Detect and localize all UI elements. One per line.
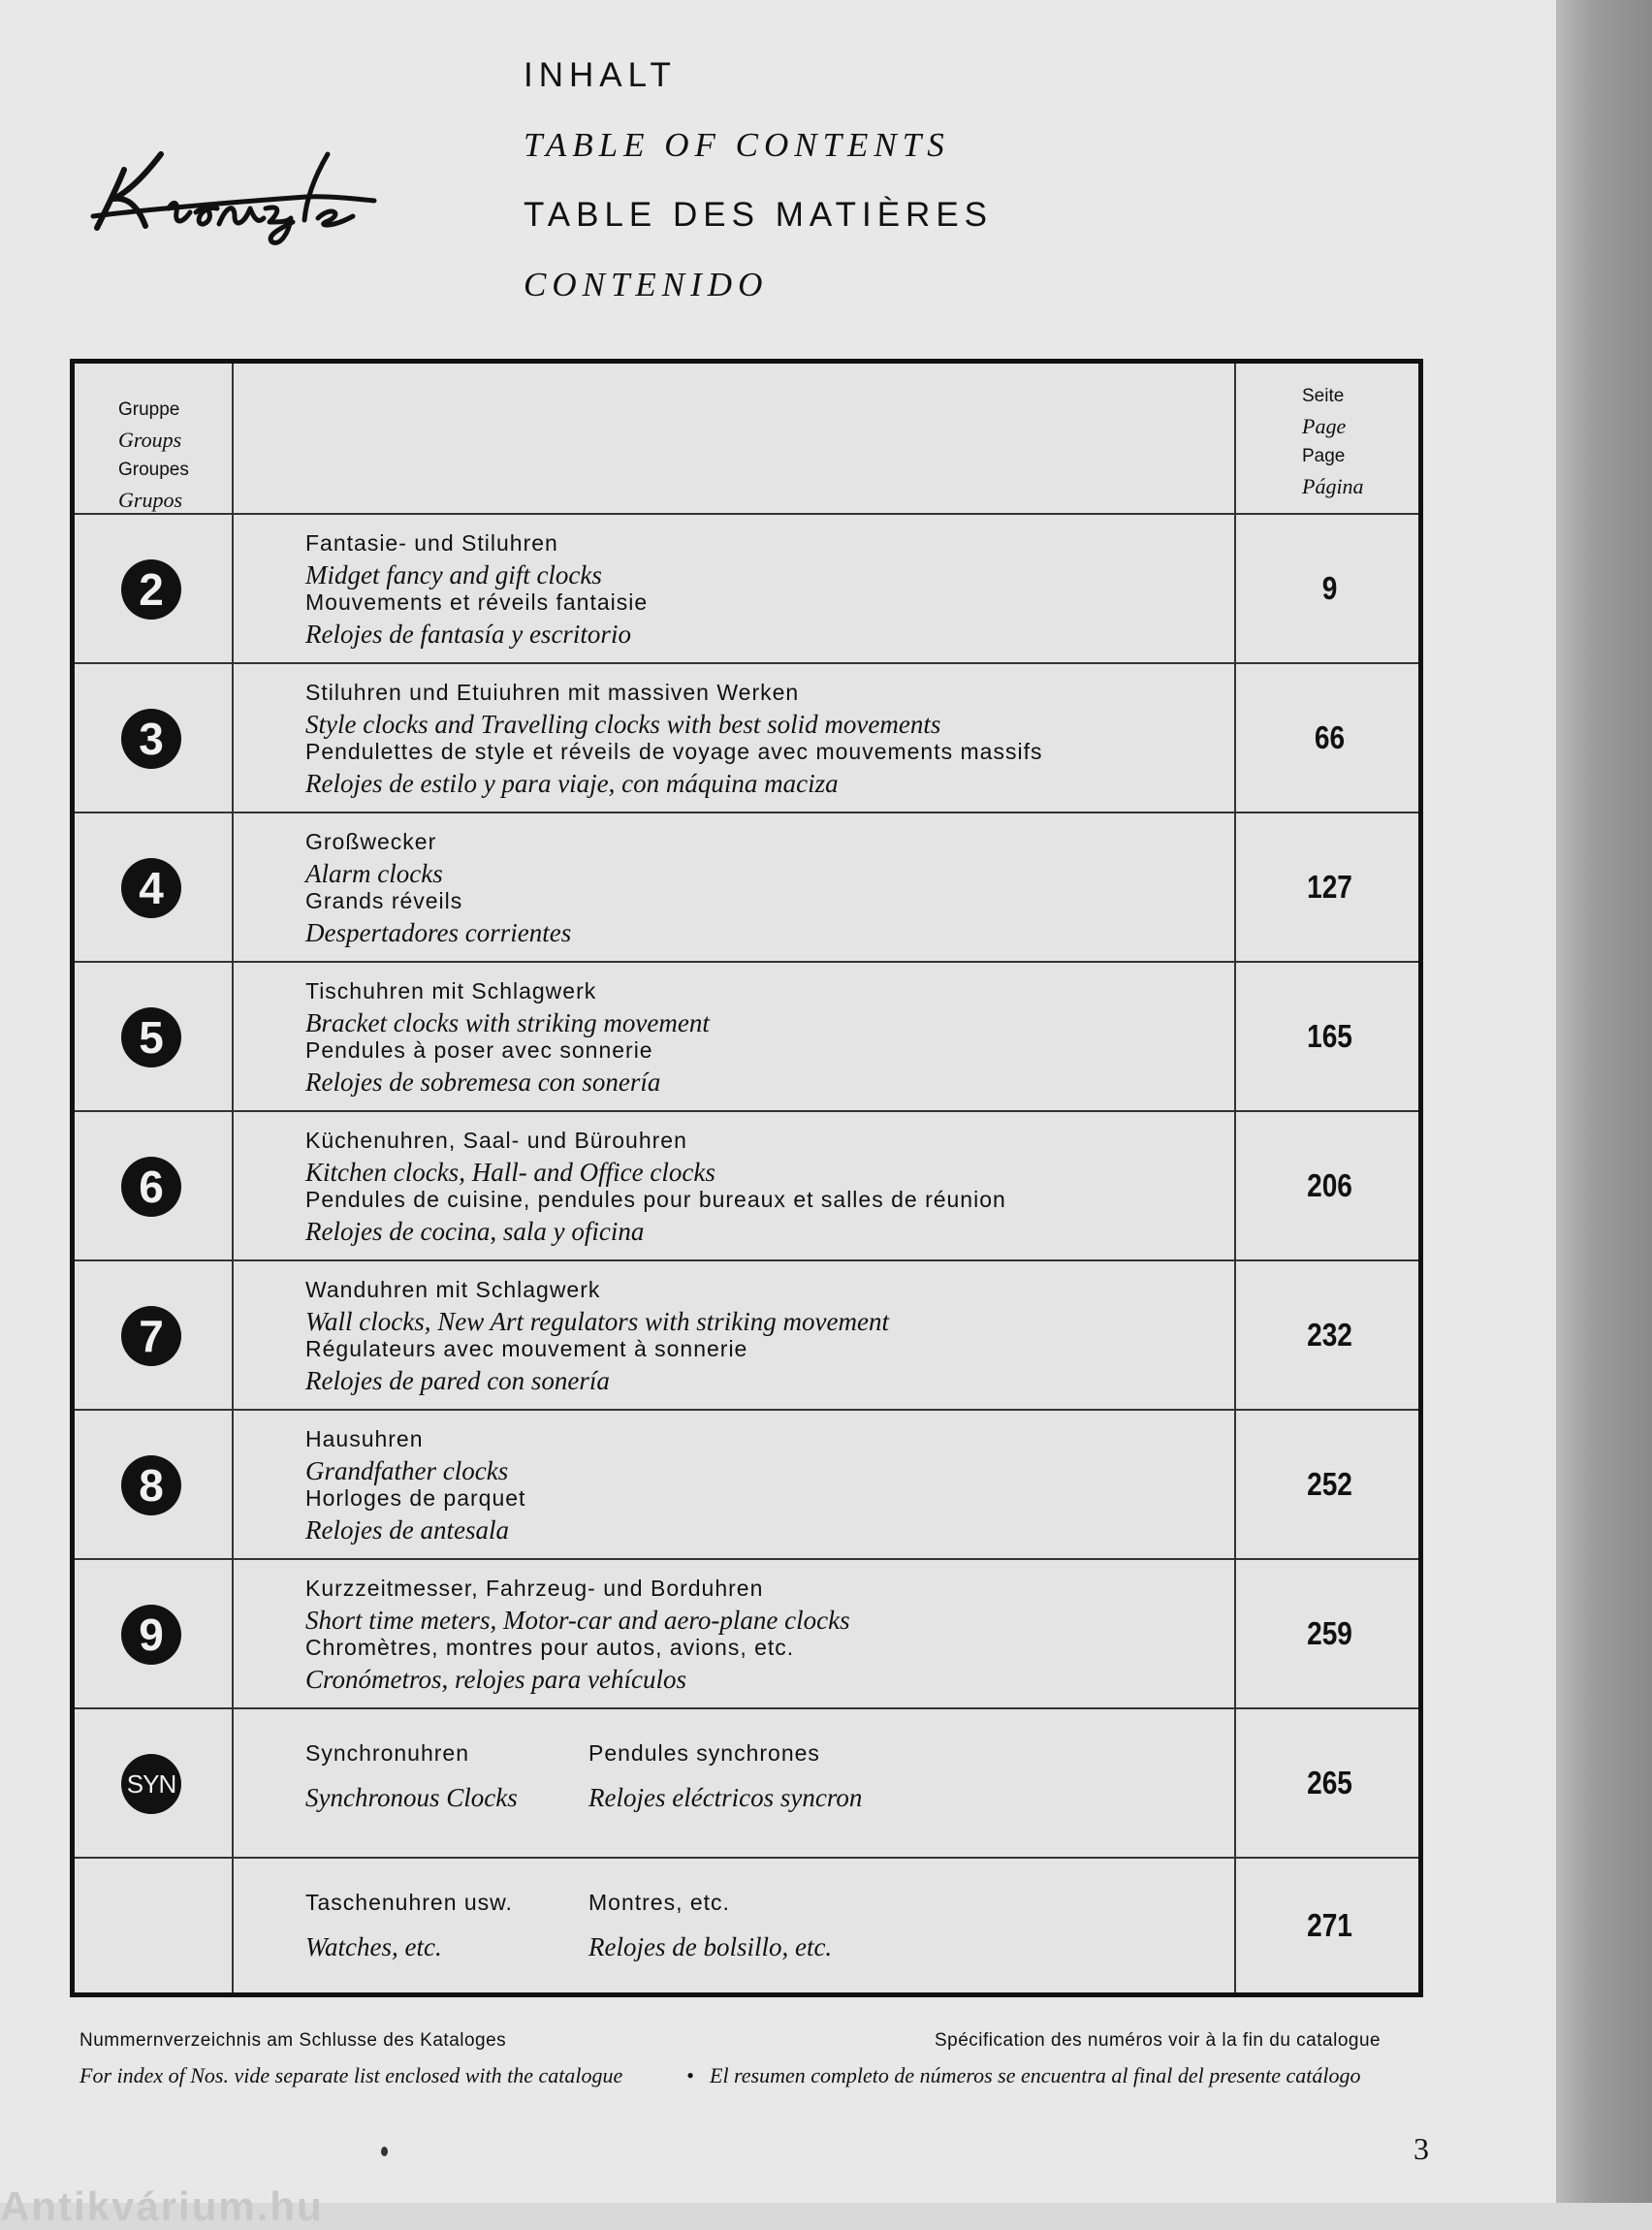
row-description-left: Synchronuhren Synchronous Clocks <box>305 1740 518 1812</box>
footer-note-es: El resumen completo de números se encuentra al final del presente catálogo <box>710 2063 1361 2087</box>
row-description: Fantasie- und Stiluhren Midget fancy and gift clocks Mouvements et réveils fantaisie Relojes de fantasía y escritorio <box>305 530 649 649</box>
group-number-badge: 9 <box>121 1605 181 1665</box>
watermark: Antikvárium.hu <box>0 2183 324 2229</box>
table-row <box>75 813 1418 963</box>
page-number-cell: 252 <box>1307 1466 1352 1502</box>
page-number: 3 <box>1414 2131 1429 2166</box>
page-number-cell: 9 <box>1321 570 1338 606</box>
table-row <box>75 1112 1418 1261</box>
table-row <box>75 1709 1418 1859</box>
title-de: INHALT <box>524 56 677 94</box>
row-description-right: Montres, etc. Relojes de bolsillo, etc. <box>588 1890 833 1961</box>
table-row <box>75 664 1418 813</box>
group-number-badge: 5 <box>121 1007 181 1067</box>
group-syn-badge: SYN <box>121 1754 181 1814</box>
row-description: Stiluhren und Etuiuhren mit massiven Werken Style clocks and Travelling clocks with best solid movements Pendulettes de style et réveils de voyage avec mouvements massifs Relojes de estilo y para viaje, con máquina maciza <box>305 680 1043 798</box>
row-description: Wanduhren mit Schlagwerk Wall clocks, New Art regulators with striking movement Régulateurs avec mouvement à sonnerie Relojes de pared con sonería <box>305 1277 889 1395</box>
title-es: CONTENIDO <box>524 266 769 303</box>
row-description-left: Taschenuhren usw. Watches, etc. <box>305 1890 513 1961</box>
footer-separator: • <box>686 2063 694 2087</box>
table-row <box>75 1411 1418 1560</box>
group-number-badge: 4 <box>121 858 181 918</box>
row-description: Tischuhren mit Schlagwerk Bracket clocks with striking movement Pendules à poser avec sonnerie Relojes de sobremesa con sonería <box>305 978 710 1097</box>
groups-header: Gruppe Groups Groupes Grupos <box>118 399 189 512</box>
group-number-badge: 8 <box>121 1455 181 1515</box>
page-number-cell: 232 <box>1307 1317 1352 1353</box>
print-mark <box>381 2147 388 2156</box>
title-fr: TABLE DES MATIÈRES <box>524 196 994 234</box>
group-number-badge: 6 <box>121 1157 181 1217</box>
svg-text:Kienzle: Kienzle <box>64 141 68 142</box>
page-number-cell: 259 <box>1307 1615 1352 1651</box>
row-description: Großwecker Alarm clocks Grands réveils Despertadores corrientes <box>305 829 572 947</box>
group-number-badge: 7 <box>121 1306 181 1366</box>
footer-note-de: Nummernverzeichnis am Schlusse des Kataloges <box>79 2030 507 2051</box>
page-number-cell: 265 <box>1307 1765 1352 1800</box>
row-description: Küchenuhren, Saal- und Bürouhren Kitchen clocks, Hall- and Office clocks Pendules de cuisine, pendules pour bureaux et salles de réunion Relojes de cocina, sala y oficina <box>305 1128 1006 1246</box>
book-edge <box>1556 0 1652 2203</box>
page-number-cell: 165 <box>1307 1018 1352 1054</box>
group-number-badge: 3 <box>121 709 181 769</box>
table-row <box>75 963 1418 1112</box>
table-row <box>75 1261 1418 1411</box>
page-number-cell: 66 <box>1314 719 1346 755</box>
row-description: Kurzzeitmesser, Fahrzeug- und Borduhren Short time meters, Motor-car and aero-plane clocks Chromètres, montres pour autos, avions, etc. Cronómetros, relojes para vehículos <box>305 1576 850 1694</box>
page-number-cell: 271 <box>1307 1907 1352 1943</box>
contents-table <box>70 359 1423 1997</box>
page-number-cell: 206 <box>1307 1167 1352 1203</box>
table-row <box>75 1859 1418 1992</box>
footer-note-en: For index of Nos. vide separate list enclosed with the catalogue <box>79 2063 623 2087</box>
table-row <box>75 1560 1418 1709</box>
group-number-badge: 2 <box>121 559 181 620</box>
row-description-right: Pendules synchrones Relojes eléctricos syncron <box>588 1740 863 1812</box>
title-block <box>524 56 993 335</box>
footer-note-fr: Spécification des numéros voir à la fin du catalogue <box>935 2030 1382 2051</box>
title-en: TABLE OF CONTENTS <box>524 126 950 164</box>
row-description: Hausuhren Grandfather clocks Horloges de parquet Relojes de antesala <box>305 1426 526 1545</box>
page-number-cell: 127 <box>1307 869 1352 905</box>
kienzle-logo <box>64 141 384 257</box>
table-header <box>75 364 1418 515</box>
page-header: Seite Page Page Página <box>1302 386 1364 498</box>
table-row <box>75 515 1418 664</box>
